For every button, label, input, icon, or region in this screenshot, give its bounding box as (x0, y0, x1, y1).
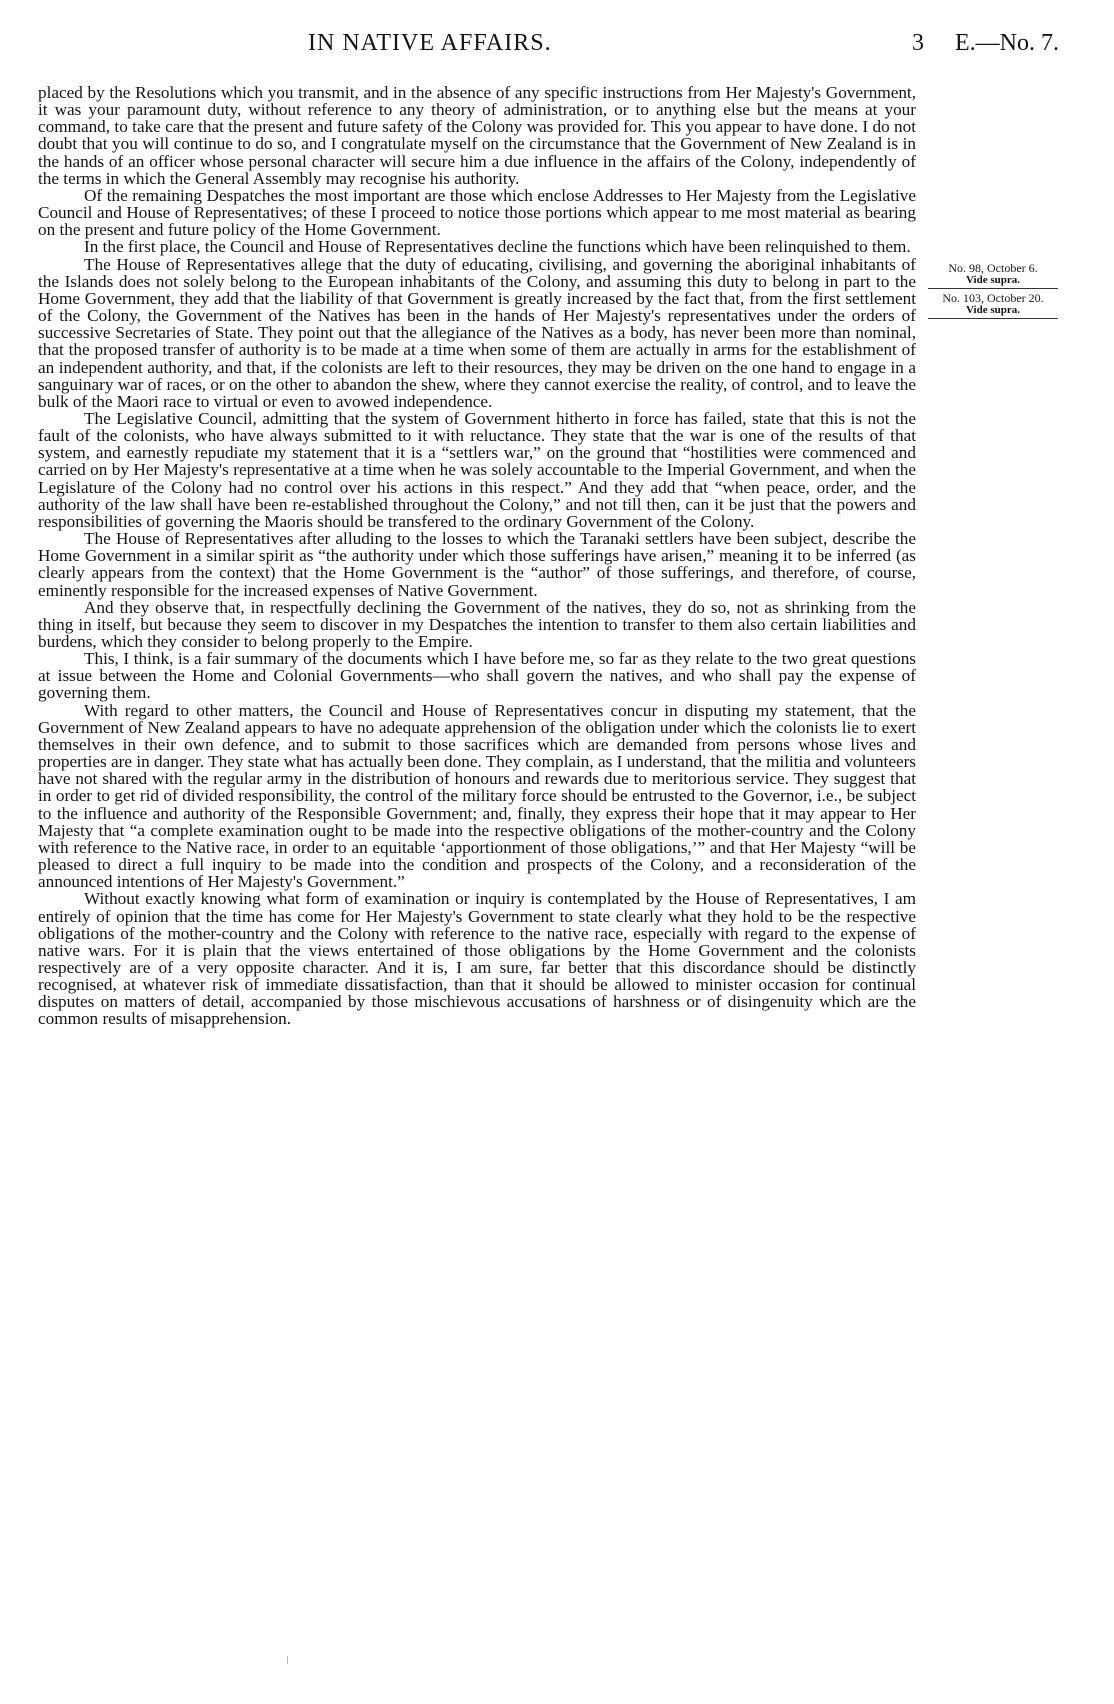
margin-note-reference: No. 98, October 6. (948, 261, 1038, 275)
paragraph: Without exactly knowing what form of examination or inquiry is contemplated by the House of Representatives, I am entirely of opinion that the time has come for Her Majesty's Government to state clearly what they hold to be the respective obligations of the mother-country and the Colony with reference to the native race, especially with regard to the expense of native wars. For it is plain that the views entertained of those obligations by the Home Government and the colonists respectively are of a very opposite character. And it is, I am sure, far better that this discordance should be distinctly recognised, at whatever risk of immediate dissatisfaction, than that it should be allowed to minister occasion for continual disputes on matters of detail, accompanied by those mischievous accusations of harshness or of disingenuity which are the common results of misapprehension. (38, 889, 916, 1029)
margin-note-vide: Vide supra. (966, 274, 1020, 286)
paragraph: This, I think, is a fair summary of the documents which I have before me, so far as they relate to the two great questions at issue between the Home and Colonial Governments—who shall govern the natives, and who shall pay the expense of governing them. (38, 649, 916, 703)
margin-note (928, 262, 1058, 288)
margin-note (928, 288, 1058, 319)
paragraph: And they observe that, in respectfully declining the Government of the natives, they do so, not as shrinking from the thing in itself, but because they seem to discover in my Despatches the intention to transfer to them also certain liabilities and burdens, which they consider to belong properly to the Empire. (38, 597, 916, 651)
margin-note-vide: Vide supra. (966, 304, 1020, 316)
body-text (38, 84, 916, 1028)
paragraph: With regard to other matters, the Council and House of Representatives concur in disputing my statement, that the Government of New Zealand appears to have no adequate apprehension of the obligation under which the colonists lie to exert themselves in their own defence, and to submit to those sacrifices which are demanded from persons whose lives and properties are in danger. They state what has actually been done. They complain, as I understand, that the militia and volunteers have not shared with the regular army in the distribution of honours and rewards due to meritorious service. They suggest that in order to get rid of divided responsibility, the control of the military force should be entrusted to the Governor, i.e., be subject to the influence and authority of the Responsible Government; and, finally, they express their hope that it may appear to Her Majesty that “a complete examination ought to be made into the respective obligations of the mother-country and the Colony with reference to the Native race, in order to an equitable ‘apportionment of those obligations,’” and that Her Majesty “will be pleased to direct a full inquiry to be made into the condition and prospects of the Colony, and a reconsideration of the announced intentions of Her Majesty's Government.” (38, 700, 916, 892)
paragraph: The House of Representatives allege that the duty of educating, civilising, and governing the aboriginal inhabitants of the Islands does not solely belong to the European inhabitants of the Colony, and assuming this duty to belong in part to the Home Government, they add that the liability of that Government is greatly increased by the fact that, from the first settlement of the Colony, the Government of the Natives has been in the hands of Her Majesty's representatives under the orders of successive Secretaries of State. They point out that the allegiance of the Natives as a body, has never been more than nominal, that the proposed transfer of authority is to be made at a time when some of them are actually in arms for the establishment of an independent authority, and that, if the colonists are left to their resources, they may be driven on the one hand to engage in a sanguinary war of races, or on the other to abandon the shew, where they cannot exercise the reality, of control, and to leave the bulk of the Maori race to virtual or even to avowed independence. (38, 254, 916, 411)
page-number: 3 (912, 30, 924, 56)
page-header (0, 30, 1114, 60)
paragraph: Of the remaining Despatches the most important are those which enclose Addresses to Her Majesty from the Legislative Council and House of Representatives; of these I proceed to notice those portions which appear to me most material as bearing on the present and future policy of the Home Government. (38, 185, 916, 240)
running-title: IN NATIVE AFFAIRS. (308, 30, 552, 56)
paragraph: placed by the Resolutions which you transmit, and in the absence of any specific instructions from Her Majesty's Government, it was your paramount duty, without reference to any theory of administration, or to anything else but the means at your command, to take care that the present and future safety of the Colony was provided for. This you appear to have done. I do not doubt that you will continue to do so, and I congratulate myself on the circumstance that the Government of New Zealand is in the hands of an officer whose personal character will secure him a due influence in the affairs of the Colony, independently of the terms in which the General Assembly may recognise his authority. (38, 83, 916, 188)
margin-note-reference: No. 103, October 20. (942, 291, 1044, 305)
paragraph: The Legislative Council, admitting that the system of Government hitherto in force has failed, state that this is not the fault of the colonists, who have always submitted to it with reluctance. They state that the war is one of the results of that system, and earnestly repudiate my statement that it is a “settlers war,” on the ground that “hostilities were commenced and carried on by Her Majesty's representative at a time when he was solely accountable to the Imperial Government, and when the Legislature of the Colony had no control over his actions in this respect.” And they add that “when peace, order, and the authority of the law shall have been re-established throughout the Colony,” and not till then, can it be just that the powers and responsibilities of governing the Maoris should be transfered to the ordinary Government of the Colony. (38, 408, 916, 531)
paragraph: The House of Representatives after alluding to the losses to which the Taranaki settlers have been subject, describe the Home Government in a similar spirit as “the authority under which those sufferings have arisen,” meaning it to be inferred (as clearly appears from the context) that the Home Government is the “author” of those sufferings, and therefore, of course, eminently responsible for the increased expenses of Native Government. (38, 529, 916, 600)
paragraph: In the first place, the Council and House of Representatives decline the functions which have been relinquished to them. (84, 237, 911, 257)
margin-notes (928, 262, 1058, 319)
document-series: E.—No. 7. (955, 30, 1059, 56)
print-mark (287, 1656, 288, 1664)
